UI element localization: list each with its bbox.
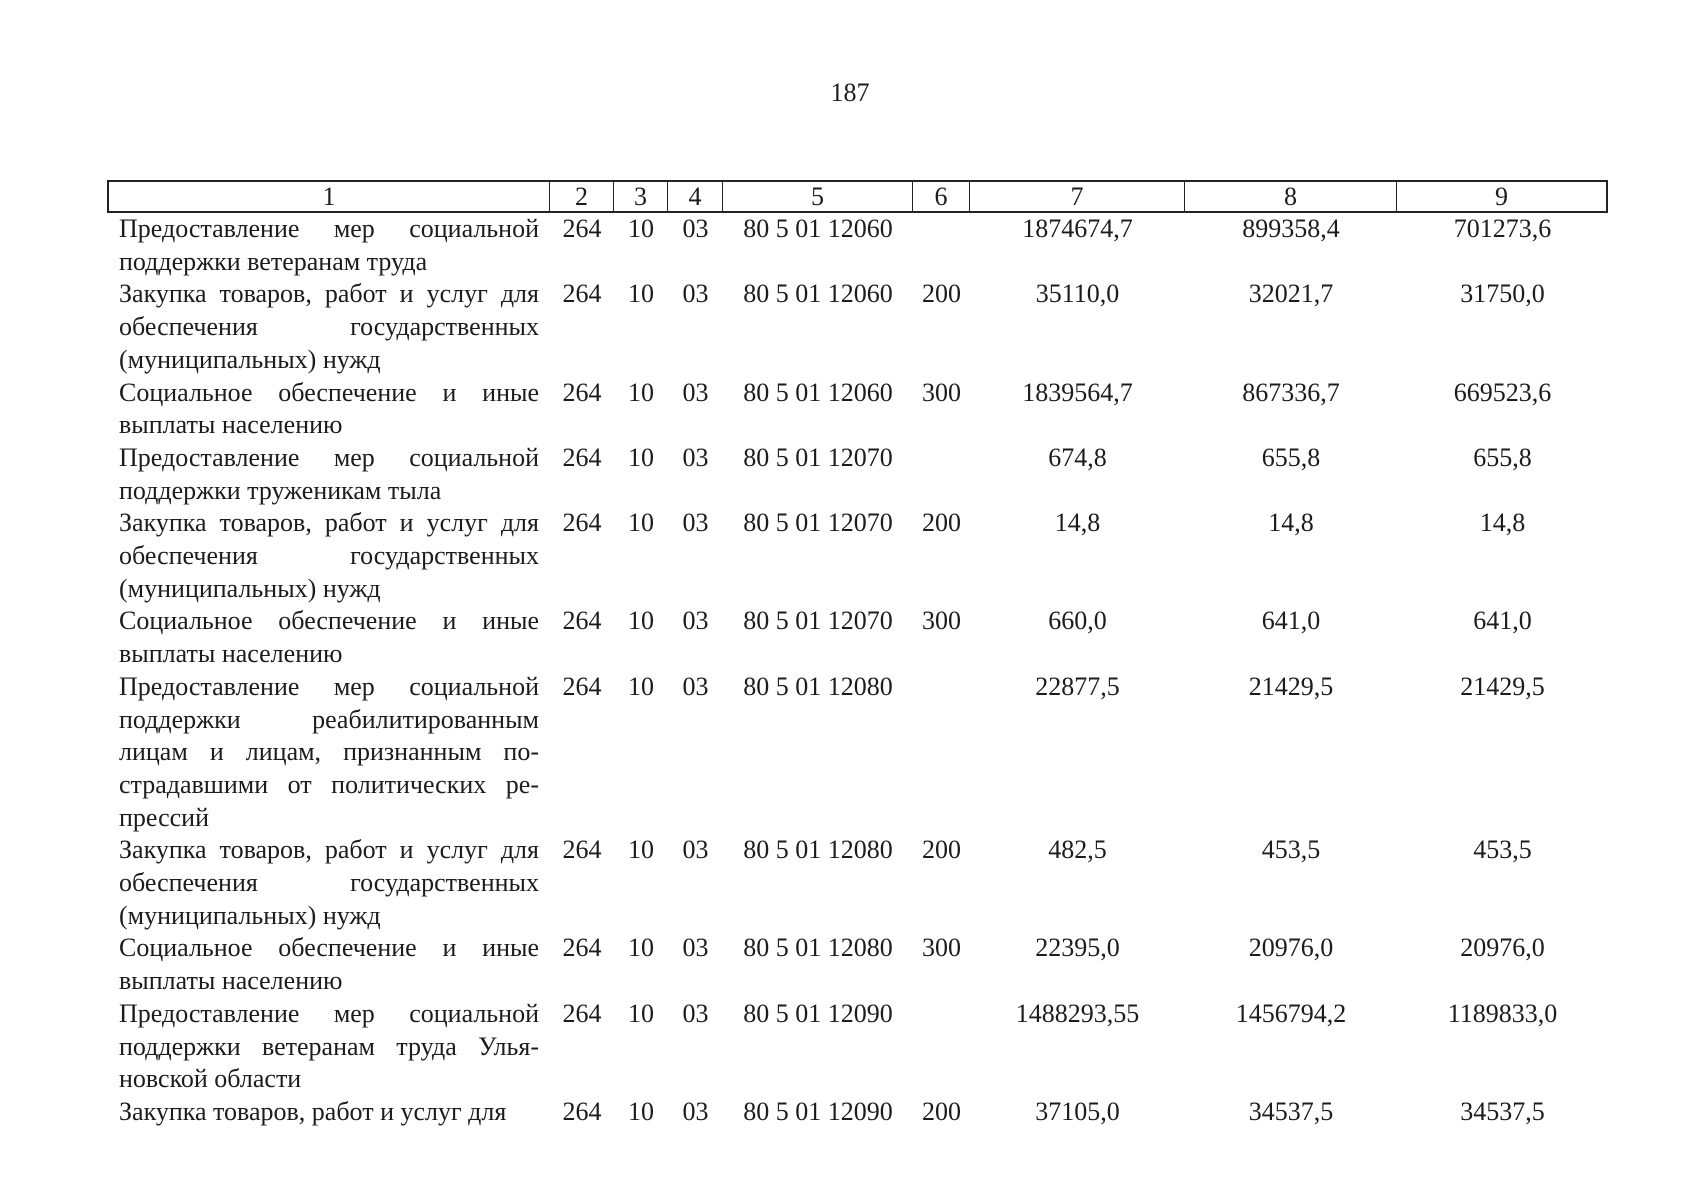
col-6-cell [913, 998, 970, 1096]
description-cell [107, 932, 550, 997]
description-line: Социальное обеспечение и иные [119, 933, 539, 963]
col-9-cell: 1189833,0 [1447, 998, 1558, 1028]
table-row [107, 1096, 1608, 1129]
col-8-cell: 641,0 [1261, 606, 1321, 636]
col-2-cell: 264 [562, 606, 602, 636]
col-2-cell: 264 [562, 1096, 602, 1126]
col-2-cell: 264 [562, 279, 602, 309]
col-4-cell: 03 [682, 508, 709, 538]
header-cell-4: 4 [668, 180, 723, 213]
col-8-cell: 1456794,2 [1235, 998, 1347, 1028]
description-line: поддержки ветеранам труда Улья- [119, 1031, 539, 1061]
description-line: обеспечения государственных [119, 541, 539, 571]
description-line: Предоставление мер социальной [119, 998, 539, 1028]
col-5-cell: 80 5 01 12090 [743, 998, 893, 1028]
table-header-row [107, 180, 1608, 213]
description-cell [107, 605, 550, 670]
description-line: прессий [119, 802, 210, 832]
col-8-cell: 655,8 [1261, 442, 1321, 472]
table-row [107, 932, 1608, 997]
table-row [107, 507, 1608, 605]
col-2-cell: 264 [562, 442, 602, 472]
description-line: поддержки реабилитированным [119, 704, 539, 734]
description-line: Закупка товаров, работ и услуг для [119, 1096, 507, 1126]
col-9-cell: 641,0 [1473, 606, 1532, 636]
col-5-cell: 80 5 01 12090 [743, 1096, 893, 1126]
col-6-cell: 200 [922, 279, 961, 309]
col-8-cell: 32021,7 [1248, 279, 1334, 309]
description-line: Предоставление мер социальной [119, 214, 539, 243]
description-cell [107, 998, 550, 1096]
col-9-cell: 655,8 [1473, 442, 1532, 472]
col-5-cell: 80 5 01 12060 [743, 377, 893, 407]
col-3-cell: 10 [628, 933, 654, 963]
col-4-cell: 03 [682, 606, 709, 636]
col-3-cell: 10 [628, 214, 654, 243]
col-7-cell: 22877,5 [1035, 671, 1120, 701]
col-4-cell: 03 [682, 279, 709, 309]
col-7-cell: 37105,0 [1035, 1096, 1120, 1126]
table-row [107, 442, 1608, 507]
description-line: выплаты населению [119, 639, 343, 669]
header-cell-2: 2 [550, 180, 614, 213]
col-7-cell: 1839564,7 [1022, 377, 1133, 407]
header-cell-8: 8 [1185, 180, 1397, 213]
budget-table [107, 180, 1608, 1129]
col-9-cell: 669523,6 [1453, 377, 1552, 407]
description-line: выплаты населению [119, 966, 343, 996]
table-row [107, 998, 1608, 1096]
description-cell [107, 442, 550, 507]
col-6-cell: 200 [922, 1096, 961, 1126]
header-cell-9: 9 [1397, 180, 1608, 213]
col-5-cell: 80 5 01 12080 [743, 671, 893, 701]
col-3-cell: 10 [628, 606, 654, 636]
description-cell [107, 213, 550, 278]
col-7-cell: 35110,0 [1035, 279, 1120, 309]
description-line: лицам и лицам, признанным по- [119, 737, 539, 767]
description-line: (муниципальных) нужд [119, 900, 381, 930]
col-9-cell: 14,8 [1479, 508, 1526, 538]
col-9-cell: 21429,5 [1460, 671, 1545, 701]
col-3-cell: 10 [628, 442, 654, 472]
col-8-cell: 899358,4 [1242, 214, 1340, 243]
col-6-cell: 300 [922, 933, 961, 963]
col-4-cell: 03 [682, 671, 709, 701]
col-8-cell: 867336,7 [1242, 377, 1340, 407]
col-5-cell: 80 5 01 12070 [743, 442, 893, 472]
col-5-cell: 80 5 01 12070 [743, 508, 893, 538]
table-row [107, 671, 1608, 835]
col-3-cell: 10 [628, 377, 654, 407]
description-line: страдавшими от политических ре- [119, 769, 539, 799]
col-2-cell: 264 [562, 933, 602, 963]
description-line: новской области [119, 1064, 302, 1094]
col-6-cell: 300 [922, 606, 961, 636]
col-3-cell: 10 [628, 279, 654, 309]
col-6-cell: 200 [922, 508, 961, 538]
col-2-cell: 264 [562, 998, 602, 1028]
col-8-cell: 20976,0 [1248, 933, 1334, 963]
table-body [107, 213, 1608, 1129]
table-row [107, 278, 1608, 376]
description-line: (муниципальных) нужд [119, 573, 381, 603]
col-7-cell: 1488293,55 [1015, 998, 1140, 1028]
description-line: Социальное обеспечение и иные [119, 606, 539, 636]
table-row [107, 213, 1608, 278]
col-2-cell: 264 [562, 508, 602, 538]
col-5-cell: 80 5 01 12080 [743, 835, 893, 865]
col-7-cell: 1874674,7 [1022, 214, 1133, 243]
col-9-cell: 453,5 [1473, 835, 1532, 865]
col-6-cell: 300 [922, 377, 961, 407]
description-cell [107, 278, 550, 376]
col-4-cell: 03 [682, 835, 709, 865]
col-4-cell: 03 [682, 214, 709, 243]
col-9-cell: 34537,5 [1460, 1096, 1545, 1126]
col-4-cell: 03 [682, 442, 709, 472]
col-5-cell: 80 5 01 12070 [743, 606, 893, 636]
description-line: Предоставление мер социальной [119, 442, 539, 472]
col-7-cell: 14,8 [1054, 508, 1101, 538]
col-2-cell: 264 [562, 214, 602, 243]
description-cell [107, 507, 550, 605]
col-9-cell: 31750,0 [1460, 279, 1545, 309]
col-5-cell: 80 5 01 12060 [743, 279, 893, 309]
header-cell-1: 1 [107, 180, 550, 213]
col-3-cell: 10 [628, 1096, 654, 1126]
description-line: обеспечения государственных [119, 868, 539, 898]
col-4-cell: 03 [682, 933, 709, 963]
col-5-cell: 80 5 01 12080 [743, 933, 893, 963]
header-cell-3: 3 [614, 180, 668, 213]
col-7-cell: 482,5 [1048, 835, 1107, 865]
col-6-cell [913, 442, 970, 507]
col-6-cell [913, 213, 970, 278]
header-cell-5: 5 [723, 180, 913, 213]
description-line: (муниципальных) нужд [119, 344, 381, 374]
col-6-cell: 200 [922, 835, 961, 865]
description-line: выплаты населению [119, 410, 343, 440]
description-line: Закупка товаров, работ и услуг для [119, 835, 539, 865]
col-2-cell: 264 [562, 671, 602, 701]
col-3-cell: 10 [628, 508, 654, 538]
col-3-cell: 10 [628, 671, 654, 701]
header-cell-7: 7 [970, 180, 1185, 213]
col-8-cell: 21429,5 [1248, 671, 1334, 701]
header-cell-6: 6 [913, 180, 970, 213]
col-8-cell: 453,5 [1261, 835, 1321, 865]
col-8-cell: 34537,5 [1248, 1096, 1334, 1126]
description-line: Предоставление мер социальной [119, 671, 539, 701]
col-3-cell: 10 [628, 998, 654, 1028]
description-cell [107, 671, 550, 835]
col-7-cell: 660,0 [1048, 606, 1107, 636]
col-7-cell: 22395,0 [1035, 933, 1120, 963]
col-6-cell [913, 671, 970, 835]
col-4-cell: 03 [682, 998, 709, 1028]
col-7-cell: 674,8 [1048, 442, 1107, 472]
table-row [107, 605, 1608, 670]
col-9-cell: 20976,0 [1460, 933, 1545, 963]
description-line: Закупка товаров, работ и услуг для [119, 279, 539, 309]
table-row [107, 377, 1608, 442]
description-line: поддержки труженикам тыла [119, 475, 442, 505]
description-line: Закупка товаров, работ и услуг для [119, 508, 539, 538]
description-cell [107, 1096, 550, 1129]
description-cell [107, 834, 550, 932]
description-line: поддержки ветеранам труда [119, 246, 428, 276]
col-8-cell: 14,8 [1268, 508, 1314, 538]
description-line: обеспечения государственных [119, 312, 539, 342]
col-5-cell: 80 5 01 12060 [743, 214, 893, 243]
col-4-cell: 03 [682, 377, 709, 407]
col-4-cell: 03 [682, 1096, 709, 1126]
col-3-cell: 10 [628, 835, 654, 865]
col-2-cell: 264 [562, 835, 602, 865]
table-row [107, 834, 1608, 932]
description-cell [107, 377, 550, 442]
col-2-cell: 264 [562, 377, 602, 407]
page-number: 187 [830, 78, 870, 107]
description-line: Социальное обеспечение и иные [119, 377, 539, 407]
col-9-cell: 701273,6 [1453, 214, 1552, 243]
